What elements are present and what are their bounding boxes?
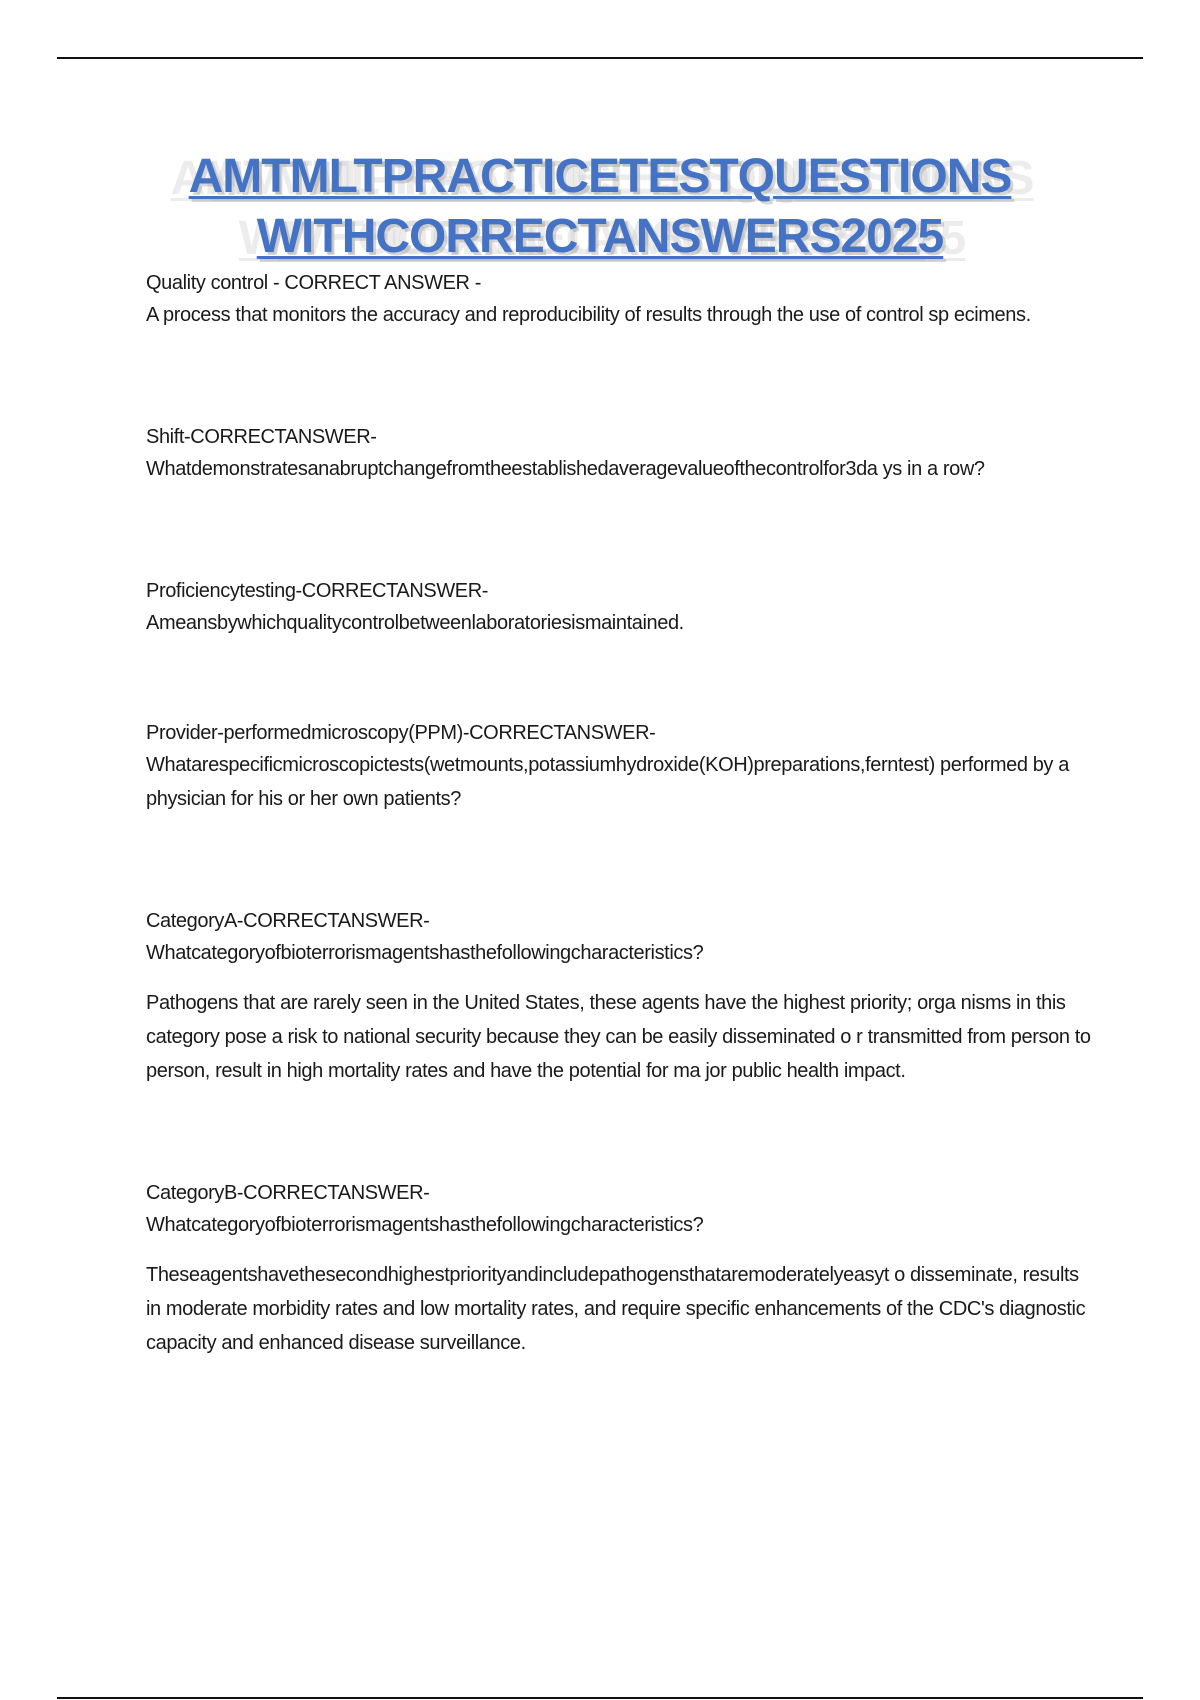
qa-term: Proficiencytesting-CORRECTANSWER- bbox=[146, 580, 489, 602]
qa-item bbox=[146, 906, 1091, 1088]
document-title bbox=[60, 148, 1140, 266]
qa-term: Shift-CORRECTANSWER- bbox=[146, 426, 377, 448]
bottom-rule bbox=[57, 1697, 1143, 1699]
title-line-2: WITHCORRECTANSWERS2025 bbox=[256, 210, 944, 263]
title-line-1: AMTMLTPRACTICETESTQUESTIONS bbox=[188, 150, 1012, 203]
qa-answer: Pathogens that are rarely seen in the United States, these agents have the highest priority; orga nisms in this category pose a risk to national security because they can be easily disseminated o r transmitted from person to person, result in high mortality rates and have the potential for ma jor public health impact. bbox=[146, 992, 1091, 1082]
qa-list bbox=[146, 268, 1091, 1360]
qa-question: Whatcategoryofbioterrorismagentshasthefollowingcharacteristics? bbox=[146, 1214, 704, 1236]
qa-item bbox=[146, 422, 1091, 486]
qa-answer: Ameansbywhichqualitycontrolbetweenlaboratoriesismaintained. bbox=[146, 612, 684, 634]
qa-item bbox=[146, 576, 1091, 640]
top-rule bbox=[57, 57, 1143, 59]
qa-question: Whatcategoryofbioterrorismagentshasthefollowingcharacteristics? bbox=[146, 942, 704, 964]
qa-answer: Theseagentshavethesecondhighestpriorityandincludepathogensthataremoderatelyeasyt o disseminate, results in moderate morbidity rates and low mortality rates, and require specific enhancements of the CDC's diagnostic capacity and enhanced disease surveillance. bbox=[146, 1264, 1086, 1354]
qa-term: Quality control - CORRECT ANSWER - bbox=[146, 272, 481, 294]
qa-item bbox=[146, 268, 1091, 332]
qa-question: Whatdemonstratesanabruptchangefromtheestablishedaveragevalueofthecontrolfor3da ys in a row? bbox=[146, 458, 985, 480]
qa-term: CategoryB-CORRECTANSWER- bbox=[146, 1182, 430, 1204]
qa-term: Provider-performedmicroscopy(PPM)-CORRECTANSWER- bbox=[146, 722, 656, 744]
qa-item bbox=[146, 1178, 1091, 1360]
qa-item bbox=[146, 718, 1091, 816]
qa-answer: A process that monitors the accuracy and reproducibility of results through the use of control sp ecimens. bbox=[146, 304, 1031, 326]
qa-term: CategoryA-CORRECTANSWER- bbox=[146, 910, 430, 932]
qa-question: Whatarespecificmicroscopictests(wetmounts,potassiumhydroxide(KOH)preparations,ferntest) performed by a physician for his or her own patients? bbox=[146, 754, 1069, 810]
